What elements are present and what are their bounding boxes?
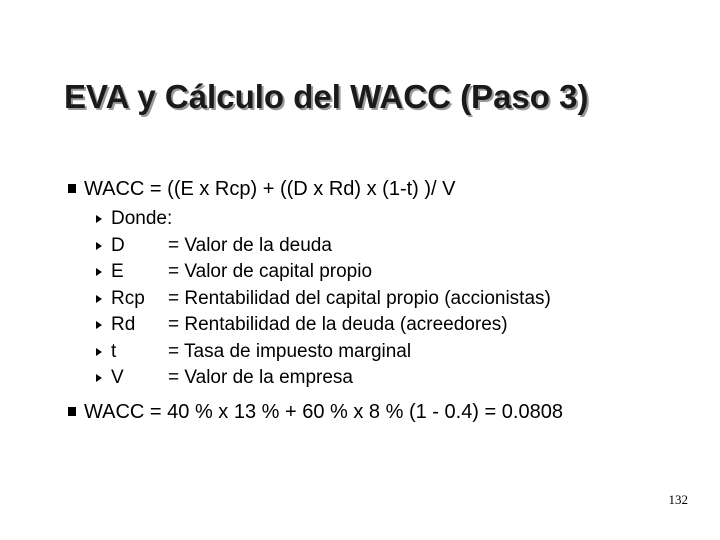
list-item bbox=[96, 365, 551, 392]
definition-symbol: Rcp bbox=[111, 287, 145, 309]
square-bullet-icon bbox=[68, 407, 76, 416]
calculation-text: WACC = 40 % x 13 % + 60 % x 8 % (1 - 0.4) = 0.0808 bbox=[84, 401, 563, 423]
square-bullet-icon bbox=[68, 184, 76, 193]
list-item bbox=[96, 339, 551, 366]
formula-bullet bbox=[68, 178, 456, 201]
list-item bbox=[96, 233, 551, 260]
definition-meaning: = Tasa de impuesto marginal bbox=[168, 340, 412, 362]
list-item bbox=[96, 312, 551, 339]
definition-meaning: = Rentabilidad de la deuda (acreedores) bbox=[168, 314, 508, 335]
definition-symbol: t bbox=[111, 340, 117, 362]
triangle-bullet-icon bbox=[96, 295, 102, 303]
triangle-bullet-icon bbox=[96, 215, 102, 223]
page-number: 132 bbox=[668, 492, 688, 507]
triangle-bullet-icon bbox=[96, 374, 102, 382]
calculation-bullet bbox=[68, 401, 563, 424]
definition-symbol: E bbox=[111, 261, 124, 282]
definition-meaning: = Valor de capital propio bbox=[168, 261, 373, 282]
definition-meaning: = Valor de la empresa bbox=[168, 367, 353, 388]
triangle-bullet-icon bbox=[96, 321, 102, 329]
list-item bbox=[96, 259, 551, 286]
list-item bbox=[96, 286, 551, 313]
triangle-bullet-icon bbox=[96, 242, 102, 250]
definitions-list bbox=[96, 206, 551, 392]
definition-meaning: = Rentabilidad del capital propio (accionistas) bbox=[168, 287, 551, 309]
slide-title: EVA y Cálculo del WACC (Paso 3) bbox=[64, 78, 589, 115]
list-item bbox=[96, 206, 551, 233]
triangle-bullet-icon bbox=[96, 268, 102, 276]
formula-text: WACC = ((E x Rcp) + ((D x Rd) x (1-t) )/ V bbox=[84, 178, 456, 200]
definition-symbol: D bbox=[111, 234, 125, 256]
definition-symbol: Donde: bbox=[111, 208, 173, 229]
definition-symbol: V bbox=[111, 367, 124, 388]
definition-meaning: = Valor de la deuda bbox=[168, 234, 332, 256]
triangle-bullet-icon bbox=[96, 348, 102, 356]
definition-symbol: Rd bbox=[111, 314, 136, 335]
